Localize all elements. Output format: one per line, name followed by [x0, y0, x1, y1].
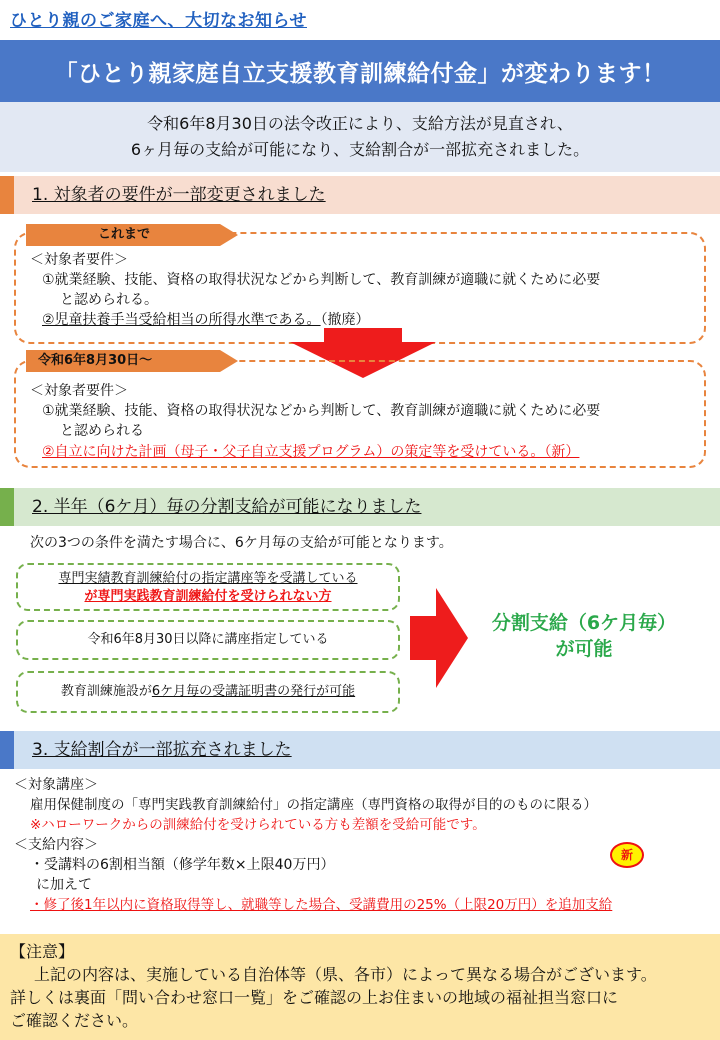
intro-line-1: 令和6年8月30日の法令改正により、支給方法が見直され、: [147, 114, 573, 133]
split-payment-result: [468, 610, 700, 662]
after-item1b: と認められる: [60, 423, 144, 439]
course-note: ※ハローワークからの訓練給付を受けられている方も差額を受給可能です。: [30, 817, 486, 833]
new-badge: 新: [610, 842, 644, 868]
before-heading: ＜対象者要件＞: [30, 252, 128, 268]
section3-bar: [0, 731, 14, 769]
notice-line-1: 上記の内容は、実施している自治体等（県、各市）によって異なる場合がございます。: [34, 965, 657, 984]
intro-line-2: 6ヶ月毎の支給が可能になり、支給割合が一部拡充されました。: [130, 140, 590, 159]
section2-heading: [0, 488, 720, 526]
before-item2-note: （撤廃）: [320, 312, 370, 328]
main-banner: 「ひとり親家庭自立支援教育訓練給付金」が変わります！: [0, 40, 720, 102]
top-title: ひとり親のご家庭へ、大切なお知らせ: [10, 11, 307, 31]
condition-2: 令和6年8月30日以降に講座指定している: [16, 620, 400, 660]
result-line-2: が可能: [555, 638, 613, 660]
section1-title: 1. 対象者の要件が一部変更されました: [32, 185, 326, 205]
intro-box: [0, 102, 720, 172]
condition-3-pre: 教育訓練施設が: [60, 684, 152, 699]
before-item1a: ①就業経験、技能、資格の取得状況などから判断して、教育訓練が適職に就くために必要: [42, 272, 601, 288]
pay-heading: ＜支給内容＞: [14, 837, 98, 853]
course-heading: ＜対象講座＞: [14, 777, 98, 793]
after-heading: ＜対象者要件＞: [30, 383, 128, 399]
before-tag: [26, 224, 238, 246]
course-line: 雇用保健制度の「専門実践教育訓練給付」の指定講座（専門資格の取得が目的のものに限る）: [30, 797, 597, 813]
section3-heading: [0, 731, 720, 769]
condition-1-line1: 専門実績教育訓練給付の指定講座等を受講している: [58, 571, 358, 586]
notice-line-3: ご確認ください。: [10, 1011, 139, 1030]
section2-lead: 次の3つの条件を満たす場合に、6ケ月毎の支給が可能となります。: [30, 535, 453, 551]
section1-heading: [0, 176, 720, 214]
section2-title: 2. 半年（6ケ月）毎の分割支給が可能になりました: [32, 497, 422, 517]
before-item1b: と認められる。: [60, 292, 158, 308]
after-item2: ②自立に向けた計画（母子・父子自立支援プログラム）の策定等を受けている。（新）: [42, 444, 580, 460]
pay-line-3: ・修了後1年以内に資格取得等し、就職等した場合、受講費用の25%（上限20万円）を追加支給: [30, 897, 613, 913]
right-arrow-icon: [410, 588, 468, 688]
section1-bar: [0, 176, 14, 214]
condition-3: [16, 671, 400, 713]
section2-bar: [0, 488, 14, 526]
result-line-1: 分割支給（6ケ月毎）: [491, 612, 677, 634]
condition-1: [16, 563, 400, 611]
notice-box: [0, 934, 720, 1040]
before-item2: ②児童扶養手当受給相当の所得水準である。: [42, 312, 321, 328]
before-tag-label: これまで: [98, 227, 151, 242]
pay-line-1: ・受講料の6割相当額（修学年数×上限40万円）: [30, 857, 335, 873]
condition-1-line2: が専門実践教育訓練給付を受けられない方: [84, 589, 332, 604]
after-tag: [26, 350, 238, 372]
section3-title: 3. 支給割合が一部拡充されました: [32, 740, 292, 760]
after-item1a: ①就業経験、技能、資格の取得状況などから判断して、教育訓練が適職に就くために必要: [42, 403, 601, 419]
notice-line-2: 詳しくは裏面「問い合わせ窓口一覧」をご確認の上お住まいの地域の福祉担当窓口に: [10, 988, 619, 1007]
condition-3-underlined: 6ケ月毎の受講証明書の発行が可能: [151, 684, 356, 699]
pay-line-2: に加えて: [36, 877, 92, 893]
after-tag-label: 令和6年8月30日～: [38, 353, 153, 368]
notice-title: 【注意】: [10, 942, 75, 961]
